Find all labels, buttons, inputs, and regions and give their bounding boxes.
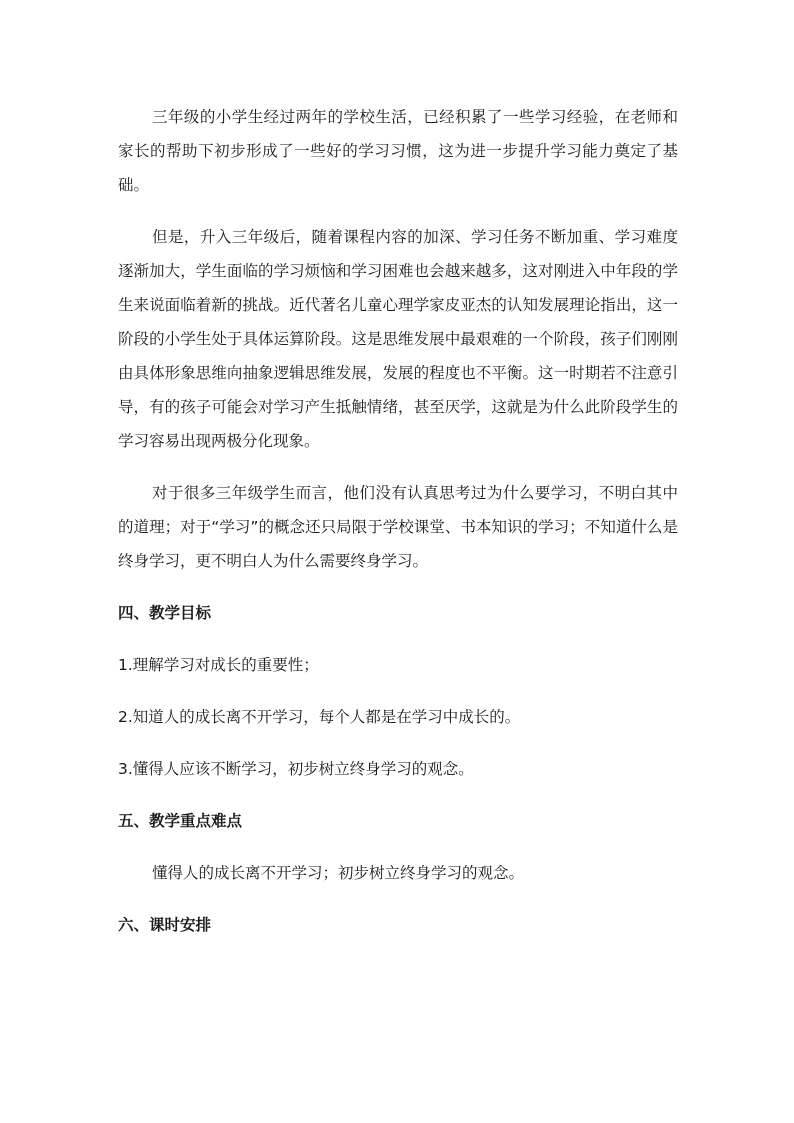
- intro-paragraph-3: 对于很多三年级学生而言，他们没有认真思考过为什么要学习，不明白其中的道理；对于“学习”的概念还只局限于学校课堂、书本知识的学习；不知道什么是终身学习，更不明白人为什么需要终身学习。: [118, 484, 678, 570]
- goal-item-2: 2.知道人的成长离不开学习，每个人都是在学习中成长的。: [118, 708, 521, 726]
- goal-item-1: 1.理解学习对成长的重要性；: [118, 656, 319, 674]
- section-heading-goals: 四、教学目标: [118, 604, 212, 622]
- goal-item-3: 3.懂得人应该不断学习，初步树立终身学习的观念。: [118, 760, 474, 778]
- intro-paragraph-1: 三年级的小学生经过两年的学校生活，已经积累了一些学习经验，在老师和家长的帮助下初步形成了一些好的学习习惯，这为进一步提升学习能力奠定了基础。: [118, 108, 678, 194]
- key-points-paragraph: 懂得人的成长离不开学习；初步树立终身学习的观念。: [152, 864, 525, 882]
- section-heading-schedule: 六、课时安排: [118, 916, 212, 934]
- intro-paragraph-2: 但是，升入三年级后，随着课程内容的加深、学习任务不断加重、学习难度逐渐加大，学生面临的学习烦恼和学习困难也会越来越多，这对刚进入中年段的学生来说面临着新的挑战。近代著名儿童心理学家皮亚杰的认知发展理论指出，这一阶段的小学生处于具体运算阶段。这是思维发展中最艰难的一个阶段，孩子们刚刚由具体形象思维向抽象逻辑思维发展，发展的程度也不平衡。这一时期若不注意引导，有的孩子可能会对学习产生抵触情绪，甚至厌学，这就是为什么此阶段学生的学习容易出现两极分化现象。: [118, 228, 678, 450]
- section-heading-key-points: 五、教学重点难点: [118, 812, 243, 830]
- document-page: [118, 100, 678, 960]
